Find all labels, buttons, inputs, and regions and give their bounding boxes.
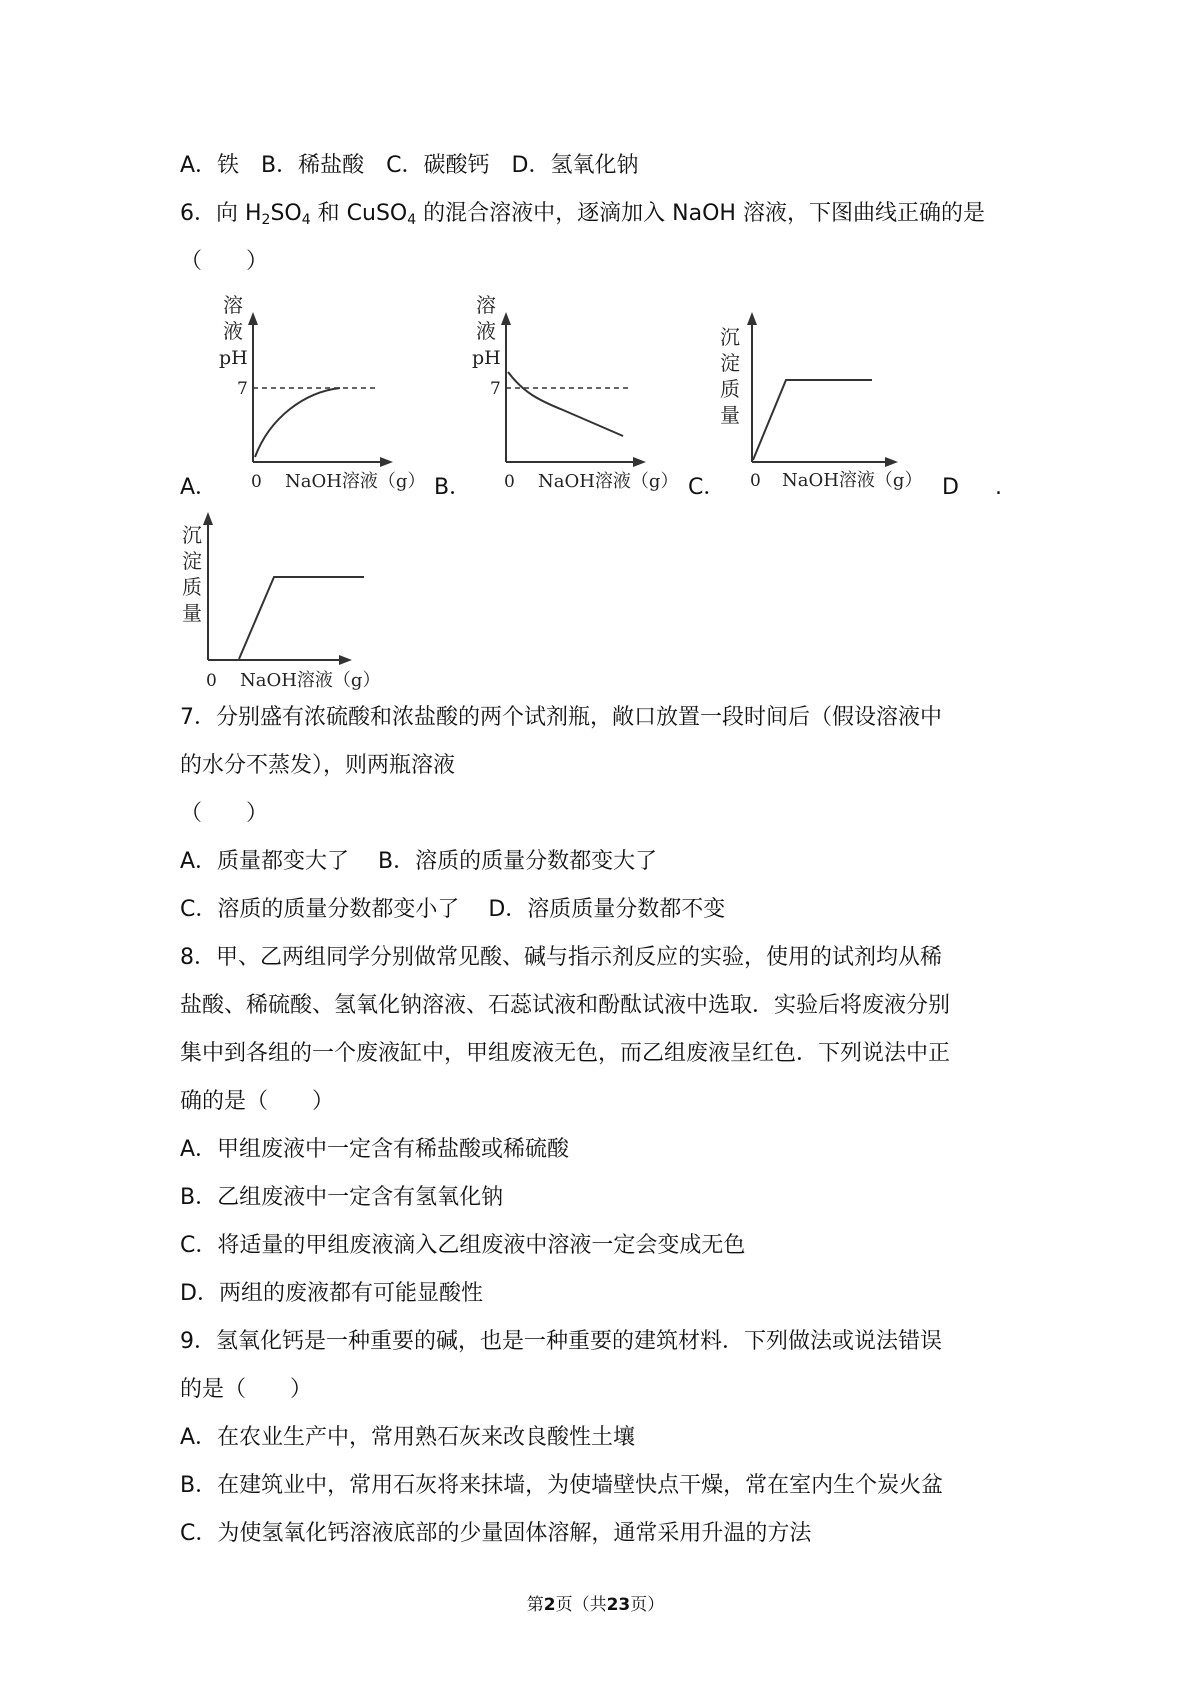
graph-c-origin: 0 (750, 471, 761, 491)
graph-c-ylabel-3: 质 (720, 377, 740, 401)
graph-b-x-arrow (633, 457, 646, 467)
graph-b-tick-7: 7 (490, 379, 501, 399)
q7-options-cd: C．溶质的质量分数都变小了 D．溶质质量分数都不变 (180, 897, 726, 922)
graph-d-ylabel-1: 沉 (182, 523, 202, 547)
q9-option-b: B．在建筑业中，常用石灰将来抹墙，为使墙壁快点干燥，常在室内生个炭火盆 (180, 1473, 944, 1498)
graph-a-ylabel-1: 溶 (223, 293, 243, 317)
q6-label-c: C． (688, 475, 726, 500)
q9-option-a: A．在农业生产中，常用熟石灰来改良酸性土壤 (180, 1425, 636, 1450)
page-footer: 第2页（共23页） (526, 1595, 665, 1615)
q8-line-4: 确的是（ ） (180, 1089, 335, 1114)
graph-c (720, 292, 923, 492)
q9-line-1: 9．氢氧化钙是一种重要的碱，也是一种重要的建筑材料．下列做法或说法错误 (180, 1329, 942, 1354)
q8-line-2: 盐酸、稀硫酸、氢氧化钠溶液、石蕊试液和酚酞试液中选取．实验后将废液分别 (180, 993, 951, 1018)
graph-b-ylabel-3: pH (472, 347, 501, 369)
graph-b-xlabel: NaOH溶液（g） (538, 471, 679, 492)
q9-line-2: 的是（ ） (180, 1377, 313, 1402)
graph-a-xlabel: NaOH溶液（g） (285, 471, 426, 492)
graph-b-origin: 0 (504, 472, 515, 492)
graph-d-x-arrow (339, 655, 352, 665)
graph-a (215, 292, 426, 492)
q7-answer-paren: （ ） (180, 801, 269, 826)
q6-answer-paren: （ ） (180, 249, 269, 274)
graph-a-origin: 0 (251, 472, 262, 492)
q8-option-a: A．甲组废液中一定含有稀盐酸或稀硫酸 (180, 1137, 570, 1162)
graph-d-origin: 0 (206, 671, 217, 691)
graph-b (468, 292, 679, 492)
graph-c-x-arrow (885, 457, 898, 467)
q6-stem: 6．向 $H_2SO_4$ 和 CuSO$_4$ 的混合溶液中，逐滴加入 NaOH 溶液，下图曲线正确的是 (180, 201, 985, 228)
graph-a-ylabel-2: 液 (223, 319, 243, 343)
graph-a-y-arrow (248, 312, 258, 325)
q8-line-3: 集中到各组的一个废液缸中，甲组废液无色，而乙组废液呈红色．下列说法中正 (180, 1041, 951, 1066)
graph-d-ylabel-4: 量 (182, 601, 202, 625)
q6-label-dot: . (995, 475, 1002, 500)
graph-d-ylabel-3: 质 (182, 575, 202, 599)
q8-option-b: B．乙组废液中一定含有氢氧化钠 (180, 1185, 504, 1210)
q7-line-1: 7．分别盛有浓硫酸和浓盐酸的两个试剂瓶，敞口放置一段时间后（假设溶液中 (180, 705, 942, 730)
graph-b-ylabel-1: 溶 (476, 293, 496, 317)
q7-line-2: 的水分不蒸发），则两瓶溶液 (180, 753, 456, 778)
q9-option-c: C．为使氢氧化钙溶液底部的少量固体溶解，通常采用升温的方法 (180, 1521, 812, 1546)
q5-options: A．铁 B．稀盐酸 C．碳酸钙 D．氢氧化钠 (180, 153, 639, 178)
q6-label-d: D (942, 475, 959, 500)
graph-c-y-arrow (747, 312, 757, 325)
graph-d-y-arrow (203, 512, 213, 525)
graph-c-ylabel-4: 量 (720, 403, 740, 427)
graph-b-curve (508, 372, 623, 436)
graph-c-ylabel-2: 淀 (720, 351, 740, 375)
q8-option-c: C．将适量的甲组废液滴入乙组废液中溶液一定会变成无色 (180, 1233, 746, 1258)
graph-b-y-arrow (501, 312, 511, 325)
graph-b-ylabel-2: 液 (476, 319, 496, 343)
graph-c-ylabel-1: 沉 (720, 325, 740, 349)
graph-c-xlabel: NaOH溶液（g） (782, 470, 923, 491)
graph-d-ylabel-2: 淀 (182, 549, 202, 573)
graph-c-curve (753, 380, 872, 460)
graph-a-tick-7: 7 (237, 379, 248, 399)
q6-label-b: B． (434, 475, 472, 500)
q8-line-1: 8．甲、乙两组同学分别做常见酸、碱与指示剂反应的实验，使用的试剂均从稀 (180, 945, 942, 970)
graph-d-curve (239, 577, 364, 659)
graph-d (182, 512, 382, 712)
q6-label-a: A． (180, 475, 218, 500)
graph-d-xlabel: NaOH溶液（g） (240, 670, 381, 691)
graph-a-ylabel-3: pH (219, 347, 248, 369)
graph-a-x-arrow (380, 457, 393, 467)
q7-options-ab: A．质量都变大了 B．溶质的质量分数都变大了 (180, 849, 658, 874)
graph-a-curve (255, 388, 340, 457)
q8-option-d: D．两组的废液都有可能显酸性 (180, 1281, 483, 1306)
